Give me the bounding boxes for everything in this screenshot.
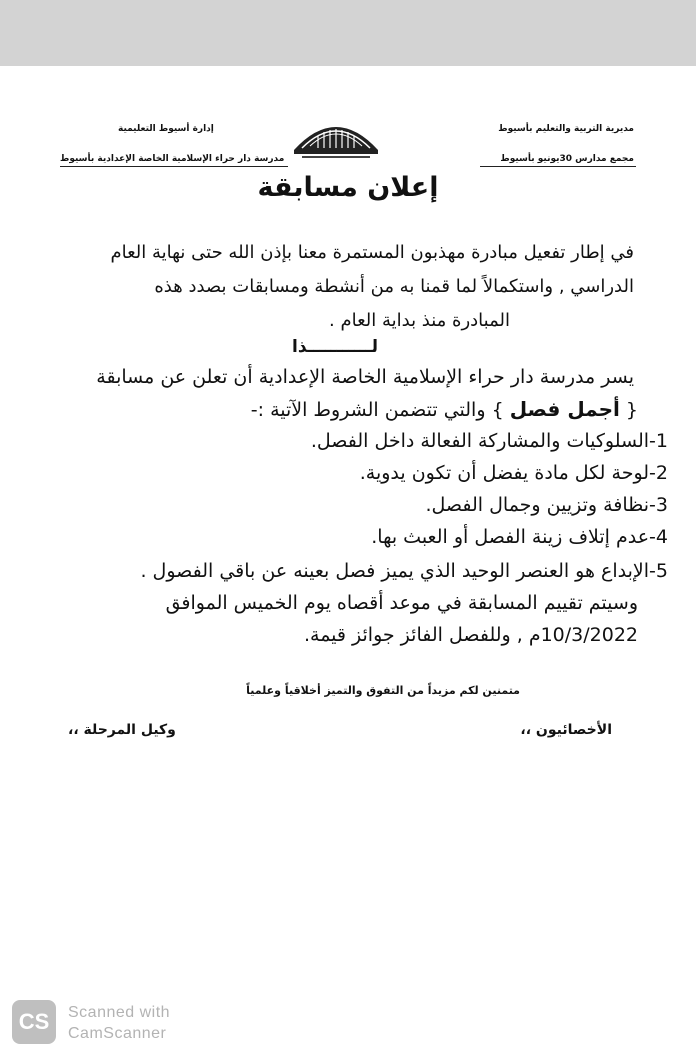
camscanner-watermark xyxy=(12,1000,202,1050)
signature-specialists: الأخصائيون ،، xyxy=(520,722,612,738)
announce-line-1: يسر مدرسة دار حراء الإسلامية الخاصة الإعدادية أن تعلن عن مسابقة xyxy=(96,366,634,388)
page-title: إعلان مسابقة xyxy=(257,172,439,203)
condition-4: 4-عدم إتلاف زينة الفصل أو العبث بها. xyxy=(371,526,668,548)
evaluation-line-2: 10/3/2022م , وللفصل الفائز جوائز قيمة. xyxy=(303,624,638,646)
evaluation-line-1: وسيتم تقييم المسابقة في موعد أقصاه يوم الخميس الموافق xyxy=(165,592,638,614)
header-underline-right xyxy=(480,166,636,167)
signature-deputy: وكيل المرحلة ،، xyxy=(68,722,176,738)
competition-name: أجمل فصل xyxy=(509,397,620,421)
intro-line-2: الدراسي , واستكمالاً لما قمنا به من أنشطة ومسابقات بصدد هذه xyxy=(154,276,634,297)
announce-line-2 xyxy=(251,398,638,421)
condition-3: 3-نظافة وتزيين وجمال الفصل. xyxy=(425,494,668,516)
lihatha-label: لـــــــــــذا xyxy=(292,337,378,357)
header-directorate: مديرية التربية والتعليم بأسيوط xyxy=(498,124,634,134)
header-school-complex: مجمع مدارس 30يونيو بأسيوط xyxy=(500,154,634,164)
condition-1: 1-السلوكيات والمشاركة الفعالة داخل الفصل. xyxy=(310,430,668,452)
brace-close: } xyxy=(491,399,504,421)
watermark-text xyxy=(68,1002,170,1044)
conditions-intro: والتي تتضمن الشروط الآتية :- xyxy=(250,399,486,421)
condition-5: 5-الإبداع هو العنصر الوحيد الذي يميز فصل بعينه عن باقي الفصول . xyxy=(140,560,668,582)
header-underline-left xyxy=(60,166,288,167)
header-administration: إدارة أسيوط التعليمية xyxy=(118,124,214,134)
camscanner-logo-icon: CS xyxy=(12,1000,56,1044)
watermark-line-1: Scanned with xyxy=(68,1004,171,1021)
watermark-line-2: CamScanner xyxy=(68,1025,167,1042)
intro-line-1: في إطار تفعيل مبادرة مهذبون المستمرة معنا بإذن الله حتى نهاية العام xyxy=(110,242,634,263)
ministry-emblem-logo xyxy=(288,110,384,164)
brace-open: { xyxy=(625,399,638,421)
condition-2: 2-لوحة لكل مادة يفضل أن تكون يدوية. xyxy=(359,462,668,484)
scanner-top-bar xyxy=(0,0,696,66)
closing-wishes: متمنين لكم مزيداً من التفوق والتميز أخلاقياً وعلمياً xyxy=(246,684,520,697)
header-school-name: مدرسة دار حراء الإسلامية الخاصة الإعدادية بأسيوط xyxy=(60,154,285,164)
intro-line-3: المبادرة منذ بداية العام . xyxy=(329,310,510,331)
